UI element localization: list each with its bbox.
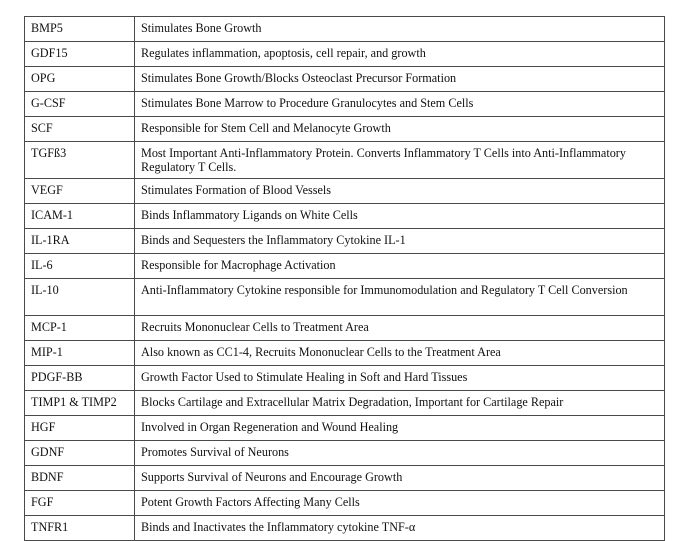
factor-name-cell: TNFR1 [25, 516, 135, 541]
table-row [25, 466, 665, 491]
table-row [25, 279, 665, 316]
factor-description-cell: Stimulates Bone Growth [135, 17, 665, 42]
factor-description-cell: Binds and Inactivates the Inflammatory cytokine TNF-α [135, 516, 665, 541]
factor-name-cell: SCF [25, 117, 135, 142]
factor-description-cell: Stimulates Bone Marrow to Procedure Granulocytes and Stem Cells [135, 92, 665, 117]
table-row [25, 416, 665, 441]
factor-name-cell: FGF [25, 491, 135, 516]
factor-name-cell: ICAM-1 [25, 204, 135, 229]
factor-description-cell: Supports Survival of Neurons and Encourage Growth [135, 466, 665, 491]
factor-name-cell: IL-6 [25, 254, 135, 279]
cytokine-function-table [24, 16, 665, 541]
factor-name-cell: VEGF [25, 179, 135, 204]
table-row [25, 42, 665, 67]
factor-description-cell: Promotes Survival of Neurons [135, 441, 665, 466]
table-row [25, 491, 665, 516]
table-row [25, 391, 665, 416]
table-body [25, 17, 665, 541]
factor-name-cell: GDNF [25, 441, 135, 466]
factor-name-cell: TGFß3 [25, 142, 135, 179]
factor-description-cell: Potent Growth Factors Affecting Many Cells [135, 491, 665, 516]
table-row [25, 441, 665, 466]
table-row [25, 67, 665, 92]
table-row [25, 92, 665, 117]
factor-description-cell: Anti-Inflammatory Cytokine responsible for Immunomodulation and Regulatory T Cell Conversion [135, 279, 665, 316]
table-row [25, 229, 665, 254]
table-row [25, 316, 665, 341]
factor-description-cell: Binds Inflammatory Ligands on White Cells [135, 204, 665, 229]
table-row [25, 341, 665, 366]
factor-name-cell: GDF15 [25, 42, 135, 67]
factor-name-cell: OPG [25, 67, 135, 92]
table-row [25, 366, 665, 391]
factor-name-cell: BDNF [25, 466, 135, 491]
factor-description-cell: Responsible for Macrophage Activation [135, 254, 665, 279]
table-row [25, 254, 665, 279]
factor-description-cell: Most Important Anti-Inflammatory Protein. Converts Inflammatory T Cells into Anti-Inflammatory Regulatory T Cells. [135, 142, 665, 179]
factor-description-cell: Responsible for Stem Cell and Melanocyte Growth [135, 117, 665, 142]
table-row [25, 179, 665, 204]
factor-description-cell: Stimulates Bone Growth/Blocks Osteoclast Precursor Formation [135, 67, 665, 92]
factor-name-cell: IL-1RA [25, 229, 135, 254]
factor-description-cell: Recruits Mononuclear Cells to Treatment Area [135, 316, 665, 341]
table-row [25, 204, 665, 229]
factor-name-cell: PDGF-BB [25, 366, 135, 391]
factor-name-cell: MCP-1 [25, 316, 135, 341]
factor-name-cell: G-CSF [25, 92, 135, 117]
factor-name-cell: TIMP1 & TIMP2 [25, 391, 135, 416]
factor-description-cell: Binds and Sequesters the Inflammatory Cytokine IL-1 [135, 229, 665, 254]
factor-description-cell: Regulates inflammation, apoptosis, cell repair, and growth [135, 42, 665, 67]
factor-name-cell: IL-10 [25, 279, 135, 316]
table-row [25, 142, 665, 179]
factor-description-cell: Blocks Cartilage and Extracellular Matrix Degradation, Important for Cartilage Repair [135, 391, 665, 416]
table-row [25, 516, 665, 541]
factor-name-cell: HGF [25, 416, 135, 441]
factor-description-cell: Also known as CC1-4, Recruits Mononuclear Cells to the Treatment Area [135, 341, 665, 366]
factor-description-cell: Growth Factor Used to Stimulate Healing in Soft and Hard Tissues [135, 366, 665, 391]
factor-description-cell: Stimulates Formation of Blood Vessels [135, 179, 665, 204]
table-row [25, 117, 665, 142]
factor-name-cell: BMP5 [25, 17, 135, 42]
factor-name-cell: MIP-1 [25, 341, 135, 366]
table-row [25, 17, 665, 42]
factor-description-cell: Involved in Organ Regeneration and Wound Healing [135, 416, 665, 441]
